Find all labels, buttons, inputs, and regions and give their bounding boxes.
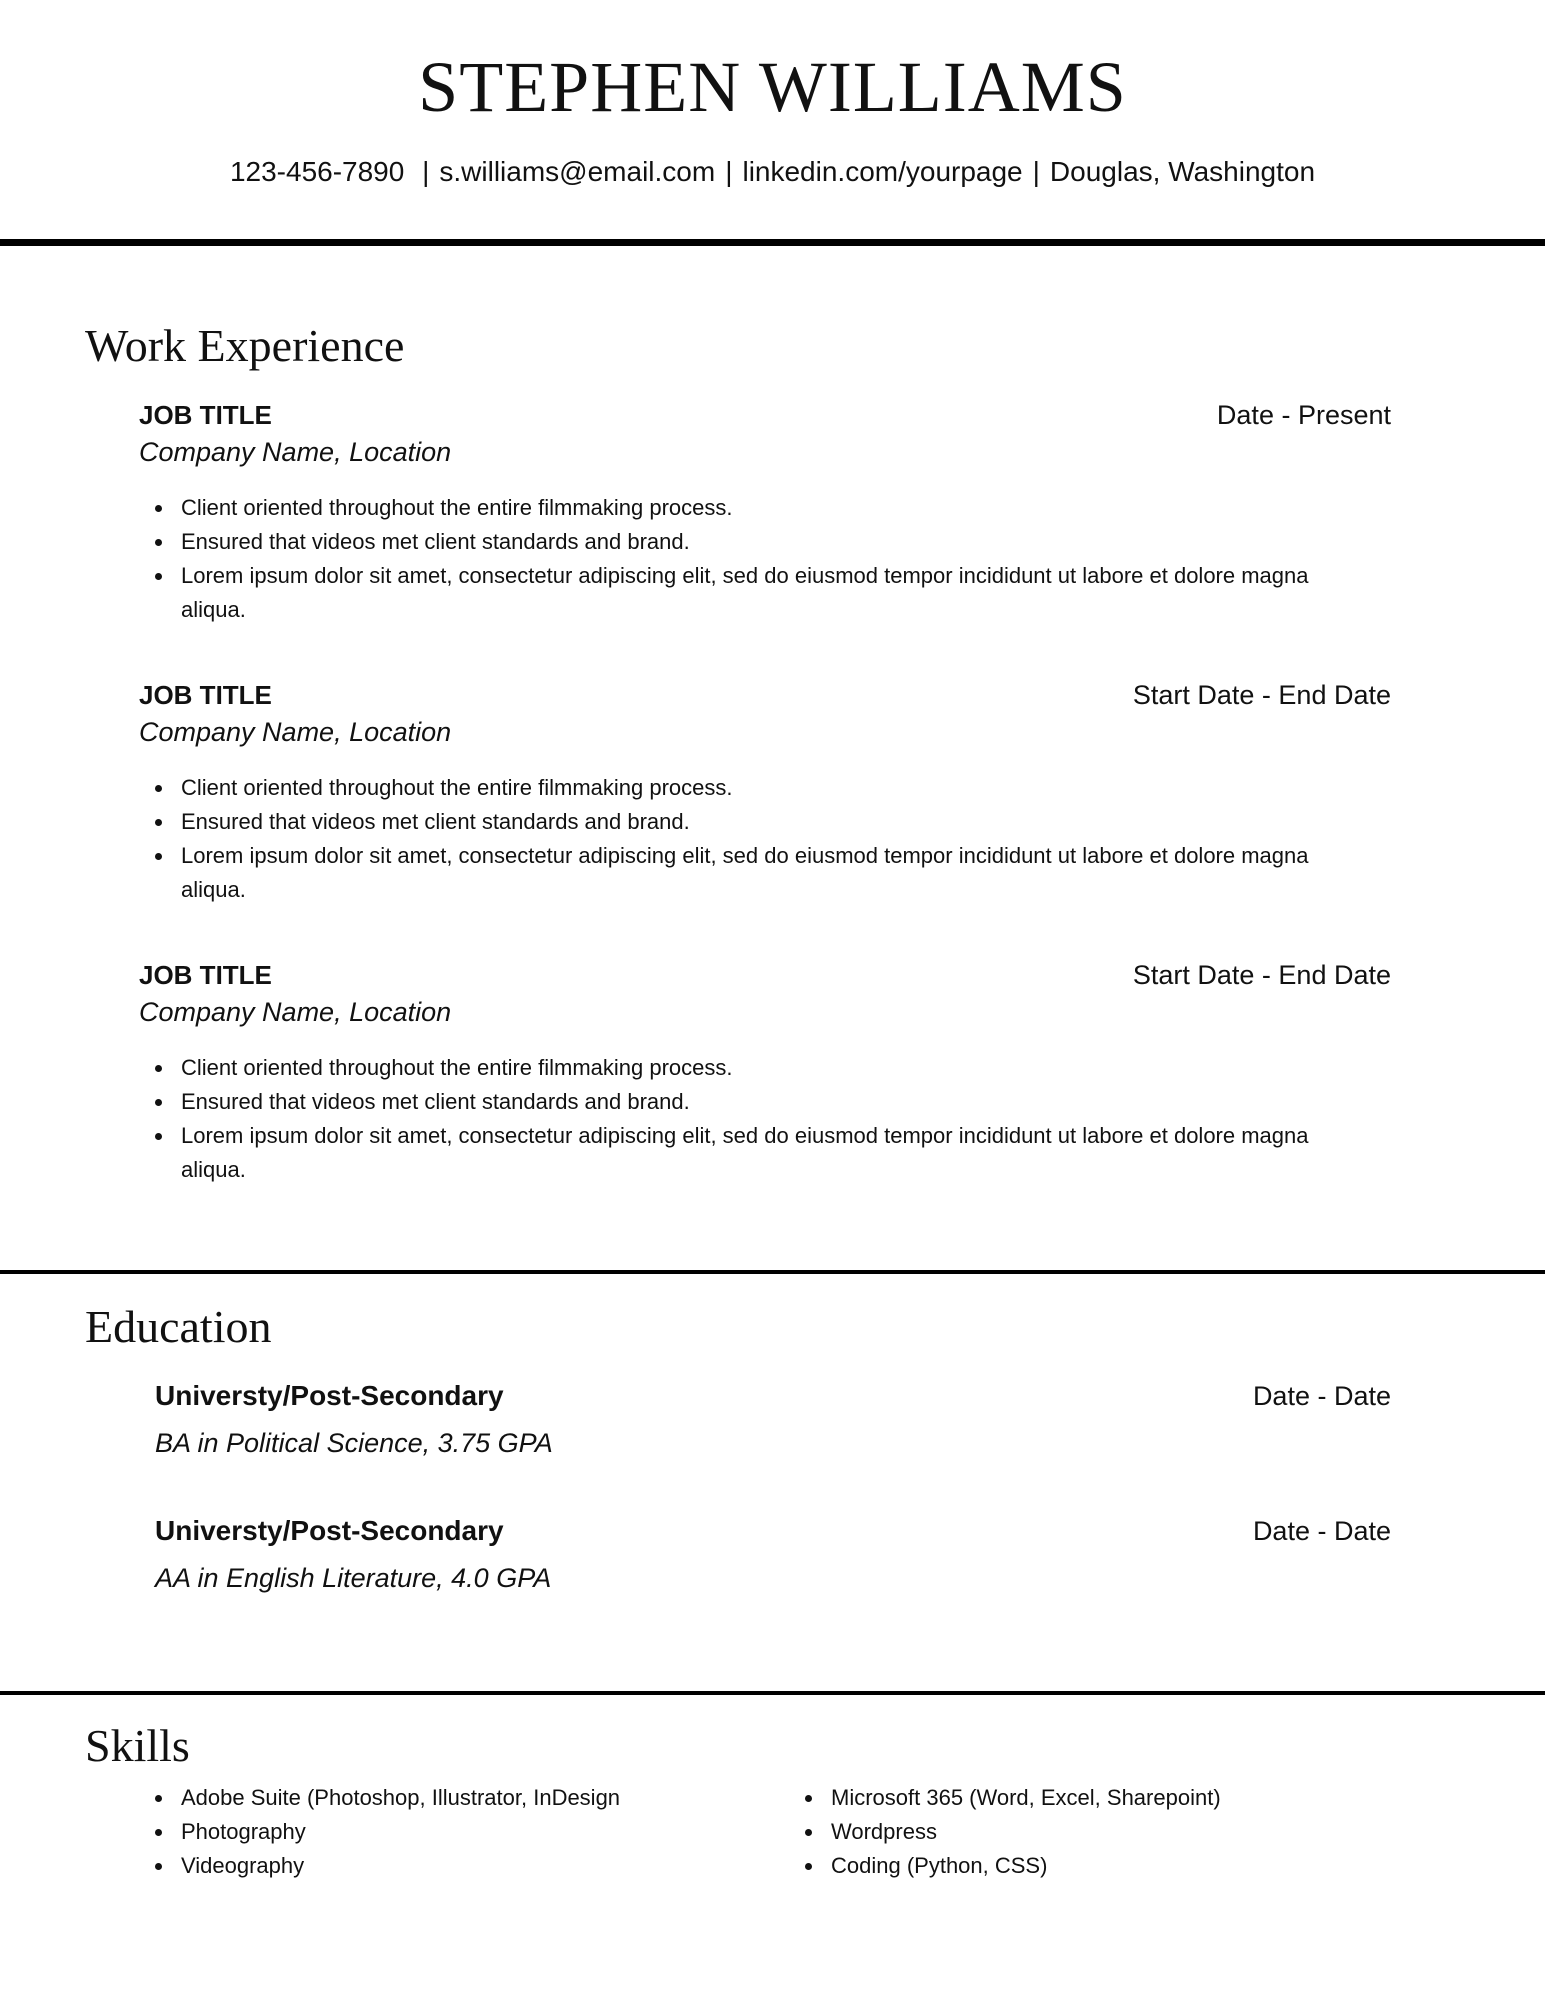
school-name: Universty/Post-Secondary bbox=[155, 1380, 504, 1411]
bullet-icon bbox=[155, 853, 162, 860]
bullet-text: Ensured that videos met client standards and brand. bbox=[181, 809, 690, 834]
job-company: Company Name, Location bbox=[139, 437, 452, 467]
bullet-text: Lorem ipsum dolor sit amet, consectetur adipiscing elit, sed do eiusmod tempor incididunt ut labore et dolore magna aliqua. bbox=[181, 1123, 1309, 1182]
job-title: JOB TITLE bbox=[139, 680, 272, 710]
bullet-icon bbox=[155, 1065, 162, 1072]
list-item bbox=[139, 559, 1339, 627]
list-item bbox=[789, 1781, 1409, 1815]
bullet-icon bbox=[155, 785, 162, 792]
list-item bbox=[139, 1119, 1339, 1187]
skill: Adobe Suite (Photoshop, Illustrator, InDesign bbox=[181, 1785, 621, 1810]
bullet-icon bbox=[155, 505, 162, 512]
location: Douglas, Washington bbox=[1049, 156, 1316, 187]
list-item bbox=[139, 1781, 759, 1815]
section-divider bbox=[0, 1270, 1545, 1274]
bullet-icon bbox=[805, 1795, 812, 1802]
skill: Microsoft 365 (Word, Excel, Sharepoint) bbox=[831, 1785, 1221, 1810]
education-entry bbox=[155, 1378, 1391, 1462]
email: s.williams@email.com bbox=[439, 156, 716, 187]
bullet-text: Lorem ipsum dolor sit amet, consectetur adipiscing elit, sed do eiusmod tempor incididunt ut labore et dolore magna aliqua. bbox=[181, 563, 1309, 622]
bullet-text: Ensured that videos met client standards and brand. bbox=[181, 1089, 690, 1114]
divider: | bbox=[1032, 156, 1040, 187]
education-date: Date - Date bbox=[1252, 1381, 1391, 1411]
contact-line bbox=[0, 152, 1545, 192]
list-item bbox=[139, 1085, 1339, 1119]
section-heading-work: Work Experience bbox=[85, 320, 405, 371]
skill: Coding (Python, CSS) bbox=[831, 1853, 1048, 1878]
job-entry bbox=[139, 397, 1391, 627]
school-name: Universty/Post-Secondary bbox=[155, 1515, 504, 1546]
section-divider bbox=[0, 1691, 1545, 1695]
list-item bbox=[139, 805, 1339, 839]
divider: | bbox=[725, 156, 733, 187]
list-item bbox=[139, 525, 1339, 559]
bullet-text: Ensured that videos met client standards and brand. bbox=[181, 529, 690, 554]
job-date: Date - Present bbox=[1216, 400, 1391, 430]
list-item bbox=[789, 1815, 1409, 1849]
bullet-icon bbox=[155, 1795, 162, 1802]
job-title: JOB TITLE bbox=[139, 960, 272, 990]
skill: Wordpress bbox=[831, 1819, 937, 1844]
job-date: Start Date - End Date bbox=[1132, 680, 1391, 710]
bullet-icon bbox=[155, 1863, 162, 1870]
section-heading-skills: Skills bbox=[85, 1720, 190, 1771]
linkedin: linkedin.com/yourpage bbox=[742, 156, 1023, 187]
list-item bbox=[139, 1849, 759, 1883]
bullet-text: Client oriented throughout the entire filmmaking process. bbox=[181, 1055, 733, 1080]
bullet-icon bbox=[155, 1099, 162, 1106]
bullet-text: Client oriented throughout the entire filmmaking process. bbox=[181, 775, 733, 800]
education-date: Date - Date bbox=[1252, 1516, 1391, 1546]
degree: BA in Political Science, 3.75 GPA bbox=[155, 1428, 553, 1458]
bullet-icon bbox=[805, 1829, 812, 1836]
candidate-name: STEPHEN WILLIAMS bbox=[418, 47, 1127, 127]
degree: AA in English Literature, 4.0 GPA bbox=[155, 1563, 552, 1593]
bullet-icon bbox=[155, 1133, 162, 1140]
job-date: Start Date - End Date bbox=[1132, 960, 1391, 990]
skill: Videography bbox=[181, 1853, 305, 1878]
bullet-text: Lorem ipsum dolor sit amet, consectetur adipiscing elit, sed do eiusmod tempor incididunt ut labore et dolore magna aliqua. bbox=[181, 843, 1309, 902]
list-item bbox=[139, 771, 1339, 805]
skill: Photography bbox=[181, 1819, 306, 1844]
education-entry bbox=[155, 1513, 1391, 1597]
list-item bbox=[139, 1815, 759, 1849]
job-entry bbox=[139, 677, 1391, 907]
bullet-icon bbox=[805, 1863, 812, 1870]
bullet-icon bbox=[155, 819, 162, 826]
skills-column-2 bbox=[789, 1781, 1409, 1883]
phone: 123-456-7890 bbox=[229, 156, 405, 187]
header-rule bbox=[0, 239, 1545, 246]
job-company: Company Name, Location bbox=[139, 717, 452, 747]
bullet-icon bbox=[155, 1829, 162, 1836]
job-title: JOB TITLE bbox=[139, 400, 272, 430]
list-item bbox=[139, 839, 1339, 907]
bullet-icon bbox=[155, 539, 162, 546]
job-entry bbox=[139, 957, 1391, 1187]
section-heading-education: Education bbox=[85, 1301, 272, 1352]
job-company: Company Name, Location bbox=[139, 997, 452, 1027]
list-item bbox=[789, 1849, 1409, 1883]
bullet-text: Client oriented throughout the entire filmmaking process. bbox=[181, 495, 733, 520]
list-item bbox=[139, 1051, 1339, 1085]
divider: | bbox=[414, 156, 430, 187]
list-item bbox=[139, 491, 1339, 525]
skills-column-1 bbox=[139, 1781, 759, 1883]
bullet-icon bbox=[155, 573, 162, 580]
